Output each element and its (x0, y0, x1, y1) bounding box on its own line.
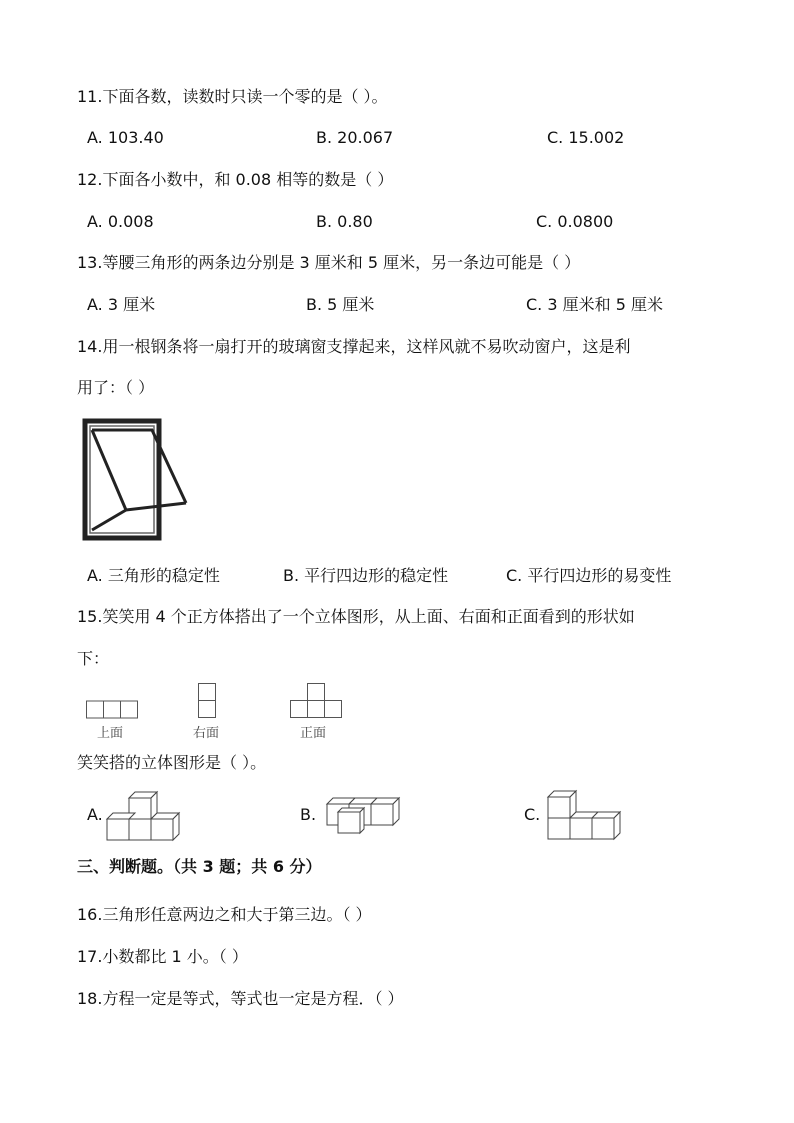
top-view-figure (86, 700, 140, 720)
front-view-caption: 正面 (300, 726, 327, 741)
q11-option-c[interactable]: C. 15.002 (547, 128, 625, 147)
q16-statement: 16.三角形任意两边之和大于第三边。（ ） (77, 905, 372, 924)
q11-stem: 11.下面各数，读数时只读一个零的是（ ）。 (77, 87, 388, 106)
q14-option-a[interactable]: A. 三角形的稳定性 (87, 566, 220, 585)
q13-option-c[interactable]: C. 3 厘米和 5 厘米 (526, 295, 663, 314)
q15-stem-line2: 下： (77, 649, 110, 668)
q15-stem-line1: 15.笑笑用 4 个正方体搭出了一个立体图形，从上面、右面和正面看到的形状如 (77, 607, 635, 626)
section-3-title: 三、判断题。（共 3 题；共 6 分） (77, 857, 322, 876)
q13-stem: 13.等腰三角形的两条边分别是 3 厘米和 5 厘米，另一条边可能是（ ） (77, 253, 581, 272)
q15-option-c-cubes[interactable] (545, 788, 621, 842)
q14-stem-line2: 用了：（ ） (77, 378, 155, 397)
q14-stem-line1: 14.用一根钢条将一扇打开的玻璃窗支撑起来，这样风就不易吹动窗户，这是利 (77, 337, 631, 356)
right-view-caption: 右面 (193, 726, 220, 741)
q15-option-a-cubes[interactable] (104, 790, 178, 842)
q12-stem: 12.下面各小数中，和 0.08 相等的数是（ ） (77, 170, 394, 189)
q17-statement: 17.小数都比 1 小。（ ） (77, 947, 248, 966)
q12-option-a[interactable]: A. 0.008 (87, 212, 154, 231)
q18-statement: 18.方程一定是等式，等式也一定是方程．（ ） (77, 989, 404, 1008)
q14-option-c[interactable]: C. 平行四边形的易变性 (506, 566, 672, 585)
q15-option-c[interactable]: C. (524, 805, 541, 824)
q15-option-b-cubes[interactable] (322, 796, 398, 836)
front-view-figure (290, 683, 346, 721)
q15-option-a[interactable]: A. (87, 805, 103, 824)
q14-option-b[interactable]: B. 平行四边形的稳定性 (283, 566, 449, 585)
q12-option-b[interactable]: B. 0.80 (316, 212, 373, 231)
top-view-caption: 上面 (97, 726, 124, 741)
q12-option-c[interactable]: C. 0.0800 (536, 212, 614, 231)
q13-option-b[interactable]: B. 5 厘米 (306, 295, 375, 314)
q11-option-b[interactable]: B. 20.067 (316, 128, 394, 147)
q15-option-b[interactable]: B. (300, 805, 317, 824)
window-support-figure (82, 418, 192, 542)
q15-stem-line3: 笑笑搭的立体图形是（ ）。 (77, 753, 267, 772)
q13-option-a[interactable]: A. 3 厘米 (87, 295, 156, 314)
q11-option-a[interactable]: A. 103.40 (87, 128, 164, 147)
right-view-figure (198, 683, 218, 721)
